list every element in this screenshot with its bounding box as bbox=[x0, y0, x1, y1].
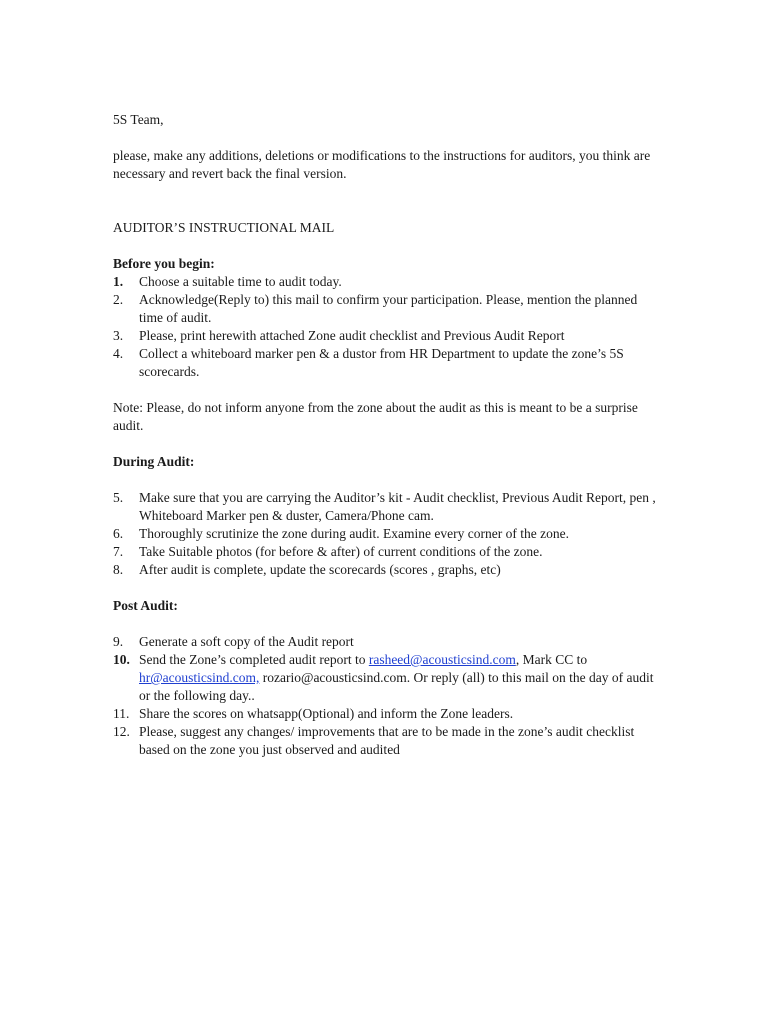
list-item bbox=[113, 543, 658, 561]
list-item bbox=[113, 525, 658, 543]
list-item bbox=[113, 273, 658, 291]
list-item bbox=[113, 561, 658, 579]
item-text: Generate a soft copy of the Audit report bbox=[139, 634, 354, 649]
list-item bbox=[113, 633, 658, 651]
item-text: Please, print herewith attached Zone audit checklist and Previous Audit Report bbox=[139, 328, 565, 343]
before-heading: Before you begin: bbox=[113, 256, 215, 271]
list-item bbox=[113, 723, 658, 759]
item-text-part: rozario@acousticsind.com. Or reply (all) to this mail on the day of audit or the following day.. bbox=[139, 670, 654, 703]
item-number: 2. bbox=[113, 292, 124, 307]
item-text: Choose a suitable time to audit today. bbox=[139, 274, 342, 289]
item-text: Share the scores on whatsapp(Optional) and inform the Zone leaders. bbox=[139, 706, 514, 721]
list-item bbox=[113, 651, 658, 705]
list-item bbox=[113, 705, 658, 723]
item-number: 3. bbox=[113, 328, 124, 343]
intro-paragraph: please, make any additions, deletions or modifications to the instructions for auditors, you think are necessary and revert back the final version. bbox=[113, 148, 651, 181]
during-list bbox=[113, 489, 658, 579]
list-item bbox=[113, 489, 658, 525]
item-number: 5. bbox=[113, 490, 124, 505]
item-number: 6. bbox=[113, 526, 124, 541]
item-text-part: , Mark CC to bbox=[515, 652, 588, 667]
item-number: 4. bbox=[113, 346, 124, 361]
before-list bbox=[113, 273, 658, 381]
item-text: After audit is complete, update the scorecards (scores , graphs, etc) bbox=[139, 562, 501, 577]
item-number: 1. bbox=[113, 274, 124, 289]
mail-title: AUDITOR’S INSTRUCTIONAL MAIL bbox=[113, 220, 335, 235]
item-text: Please, suggest any changes/ improvements that are to be made in the zone’s audit checklist based on the zone you just observed and audited bbox=[139, 724, 635, 757]
item-number: 8. bbox=[113, 562, 124, 577]
item-text: Acknowledge(Reply to) this mail to confirm your participation. Please, mention the planned time of audit. bbox=[139, 292, 638, 325]
document-page bbox=[113, 111, 658, 759]
item-number: 7. bbox=[113, 544, 124, 559]
item-number: 11. bbox=[113, 706, 130, 721]
item-text: Collect a whiteboard marker pen & a dustor from HR Department to update the zone’s 5S scorecards. bbox=[139, 346, 624, 379]
list-item bbox=[113, 345, 658, 381]
email-link-rasheed[interactable]: rasheed@acousticsind.com bbox=[368, 652, 516, 667]
item-text: Make sure that you are carrying the Auditor’s kit - Audit checklist, Previous Audit Report, pen , Whiteboard Marker pen & duster, Camera/Phone cam. bbox=[139, 490, 656, 523]
item-number: 10. bbox=[113, 652, 130, 667]
item-number: 9. bbox=[113, 634, 124, 649]
note-paragraph: Note: Please, do not inform anyone from the zone about the audit as this is meant to be a surprise audit. bbox=[113, 400, 638, 433]
item-text: Thoroughly scrutinize the zone during audit. Examine every corner of the zone. bbox=[139, 526, 569, 541]
list-item bbox=[113, 327, 658, 345]
item-text bbox=[139, 652, 653, 703]
greeting: 5S Team, bbox=[113, 112, 164, 127]
item-number: 12. bbox=[113, 724, 130, 739]
item-text-part: Send the Zone’s completed audit report to bbox=[139, 652, 369, 667]
during-heading: During Audit: bbox=[113, 454, 195, 469]
post-list bbox=[113, 633, 658, 759]
post-heading: Post Audit: bbox=[113, 598, 178, 613]
list-item bbox=[113, 291, 658, 327]
email-link-hr[interactable]: hr@acousticsind.com, bbox=[139, 670, 260, 685]
item-text: Take Suitable photos (for before & after) of current conditions of the zone. bbox=[139, 544, 543, 559]
